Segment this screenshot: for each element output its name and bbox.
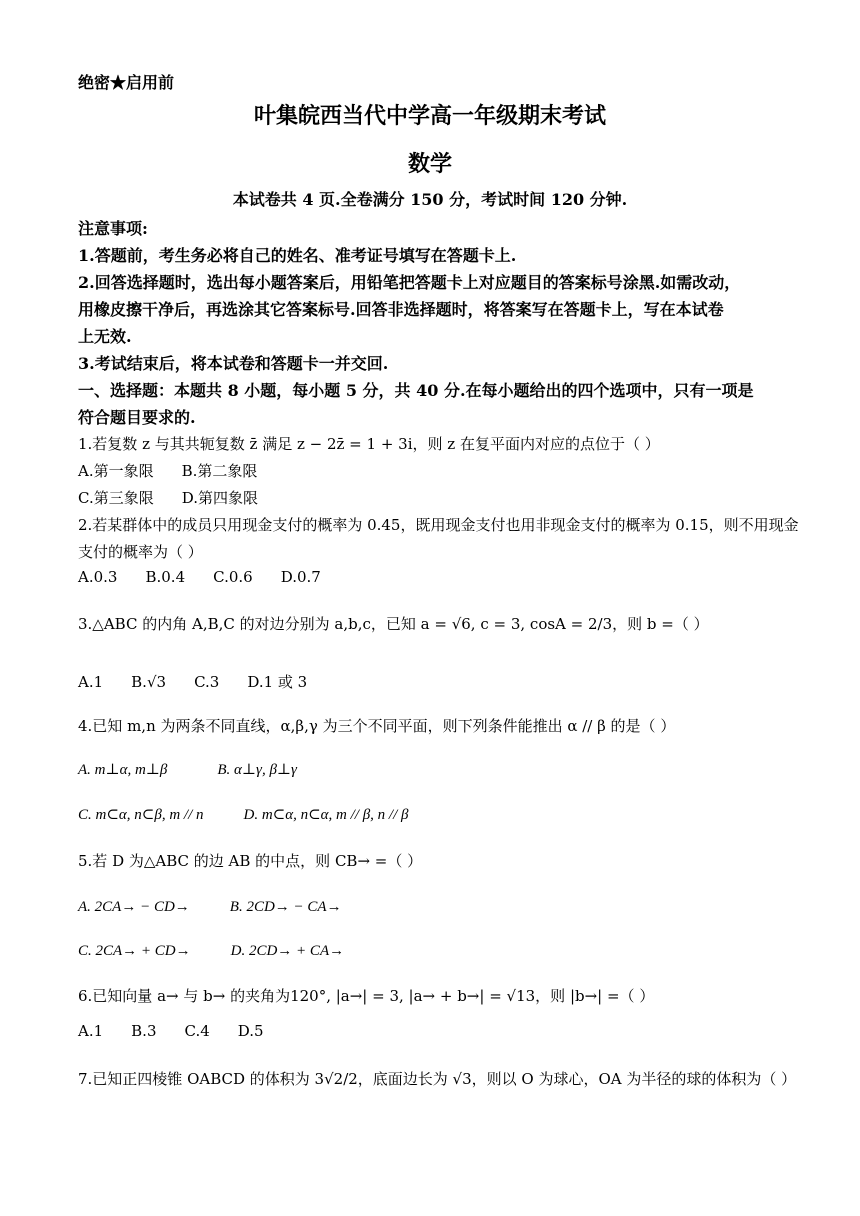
question-4-stem: 4.已知 m,n 为两条不同直线，α,β,γ 为三个不同平面，则下列条件能推出 α // β 的是（ ） bbox=[78, 717, 676, 735]
question-1-option-c: C.第三象限 bbox=[78, 489, 154, 507]
section-1-heading-line-1: 一、选择题：本题共 8 小题，每小题 5 分，共 40 分.在每小题给出的四个选项中，只有一项是 bbox=[78, 381, 754, 400]
question-6-option-b: B.3 bbox=[131, 1022, 157, 1040]
question-6-option-d: D.5 bbox=[237, 1022, 264, 1040]
question-5-option-a: A. 2CA→ − CD→ bbox=[78, 899, 190, 915]
question-4-options-row-2 bbox=[78, 805, 437, 824]
question-2-option-b: B.0.4 bbox=[145, 568, 186, 586]
question-6-option-c: C.4 bbox=[184, 1022, 210, 1040]
question-2-stem-line-1: 2.若某群体中的成员只用现金支付的概率为 0.45，既用现金支付也用非现金支付的概率为 0.15，则不用现金 bbox=[78, 516, 799, 534]
question-5-options-row-1 bbox=[78, 897, 370, 916]
notice-item-2-line-1: 2.回答选择题时，选出每小题答案后，用铅笔把答题卡上对应题目的答案标号涂黑.如需改动， bbox=[78, 273, 741, 292]
section-1-heading-line-2: 符合题目要求的. bbox=[78, 408, 196, 427]
notice-item-3: 3.考试结束后，将本试卷和答题卡一并交回. bbox=[78, 354, 389, 373]
question-5-option-d: D. 2CD→ + CA→ bbox=[230, 943, 345, 959]
question-7-stem: 7.已知正四棱锥 OABCD 的体积为 3√2/2，底面边长为 √3，则以 O 为球心，OA 为半径的球的体积为（ ） bbox=[78, 1070, 797, 1088]
question-3-option-c: C.3 bbox=[194, 673, 220, 691]
question-3-option-a: A.1 bbox=[78, 673, 104, 691]
question-5-options-row-2 bbox=[78, 941, 372, 960]
question-2-stem-line-2: 支付的概率为（ ） bbox=[78, 543, 203, 561]
question-4-option-d: D. m⊂α, n⊂α, m // β, n // β bbox=[243, 807, 409, 823]
question-4-option-c: C. m⊂α, n⊂β, m // n bbox=[78, 807, 204, 823]
question-3-options bbox=[78, 671, 335, 692]
question-3-option-b: B.√3 bbox=[131, 673, 167, 691]
question-3-option-d: D.1 或 3 bbox=[247, 673, 308, 691]
question-2-options bbox=[78, 568, 349, 586]
question-5-option-b: B. 2CD→ − CA→ bbox=[229, 899, 342, 915]
question-5-stem: 5.若 D 为△ABC 的边 AB 的中点，则 CB→ =（ ） bbox=[78, 852, 423, 870]
notice-item-2-line-2: 用橡皮擦干净后，再选涂其它答案标号.回答非选择题时，将答案写在答题卡上，写在本试卷 bbox=[78, 300, 724, 319]
question-6-option-a: A.1 bbox=[78, 1022, 104, 1040]
confidential-label: 绝密★启用前 bbox=[78, 73, 175, 92]
question-3-stem: 3.△ABC 的内角 A,B,C 的对边分别为 a,b,c，已知 a = √6, c = 3, cosA = 2/3，则 b =（ ） bbox=[78, 615, 709, 633]
notice-item-2-line-3: 上无效. bbox=[78, 327, 132, 346]
question-4-option-b: B. α⊥γ, β⊥γ bbox=[217, 762, 297, 778]
question-2-option-a: A.0.3 bbox=[78, 568, 118, 586]
question-6-options bbox=[78, 1022, 292, 1040]
question-6-stem: 6.已知向量 a→ 与 b→ 的夹角为120°, |a→| = 3, |a→ + b→| = √13，则 |b→| =（ ） bbox=[78, 987, 655, 1005]
notice-heading: 注意事项: bbox=[78, 219, 148, 238]
question-5-option-c: C. 2CA→ + CD→ bbox=[78, 943, 191, 959]
question-2-option-d: D.0.7 bbox=[280, 568, 321, 586]
question-1-option-b: B.第二象限 bbox=[181, 462, 258, 480]
question-4-options-row-1 bbox=[78, 760, 325, 779]
question-1-option-d: D.第四象限 bbox=[181, 489, 258, 507]
question-4-option-a: A. m⊥α, m⊥β bbox=[78, 762, 168, 778]
subject-title: 数学 bbox=[407, 151, 452, 177]
question-2-option-c: C.0.6 bbox=[213, 568, 253, 586]
question-1-option-a: A.第一象限 bbox=[78, 462, 154, 480]
notice-item-1: 1.答题前，考生务必将自己的姓名、准考证号填写在答题卡上. bbox=[78, 246, 517, 265]
exam-info: 本试卷共 4 页.全卷满分 150 分，考试时间 120 分钟. bbox=[232, 190, 628, 209]
question-1-stem: 1.若复数 z 与其共轭复数 z̄ 满足 z − 2z̄ = 1 + 3i，则 z 在复平面内对应的点位于（ ） bbox=[78, 435, 660, 453]
question-1-options-row-1 bbox=[78, 460, 285, 481]
question-1-options-row-2 bbox=[78, 487, 286, 508]
exam-title: 叶集皖西当代中学高一年级期末考试 bbox=[253, 103, 606, 129]
